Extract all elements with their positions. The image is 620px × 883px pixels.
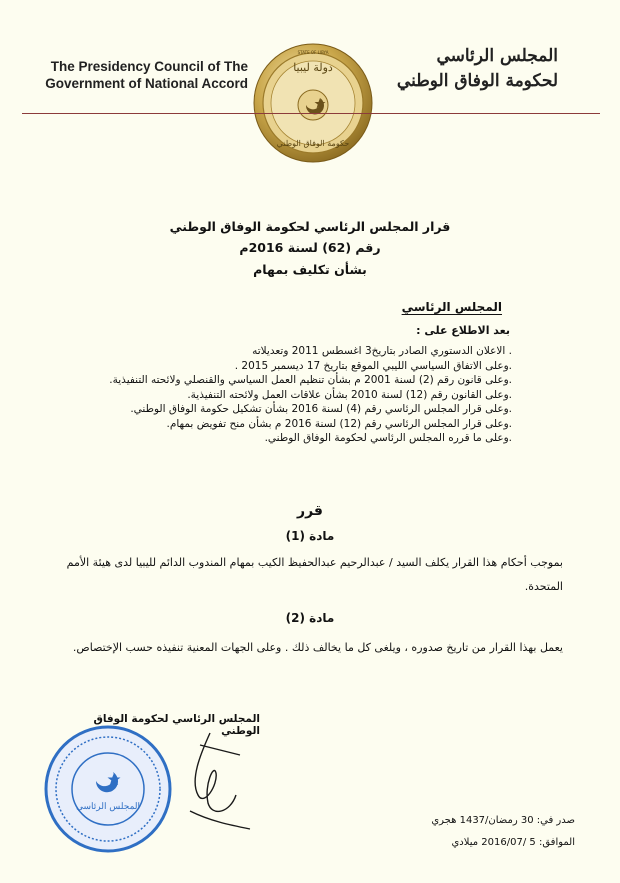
arabic-title-line1: المجلس الرئاسي (436, 46, 558, 66)
english-title-line1: The Presidency Council of The (50, 59, 248, 74)
signatory-title: المجلس الرئاسي لحكومة الوفاق الوطني (93, 713, 260, 737)
list-item: .وعلى القانون رقم (12) لسنة 2010 بشأن علاقات العمل ولائحته التنفيذية. (187, 388, 512, 401)
decision-number: رقم (62) لسنة 2016م (239, 240, 381, 255)
list-item: .وعلى قرار المجلس الرئاسي رقم (12) لسنة 2016 م بشأن منح تفويض بمهام. (166, 417, 512, 430)
list-item: . الاعلان الدستوري الصادر بتاريخ3 اغسطس 2011 وتعديلاته (252, 345, 512, 357)
list-item: .وعلى قرار المجلس الرئاسي رقم (4) لسنة 2016 بشأن تشكيل حكومة الوفاق الوطني. (130, 403, 512, 415)
article1-title: مادة (1) (285, 529, 335, 543)
official-stamp-icon (42, 723, 174, 855)
stamp-text: المجلس الرئاسي (75, 802, 141, 812)
decision-subject: بشأن تكليف بمهام (253, 262, 367, 277)
arabic-title-line2: لحكومة الوفاق الوطني (396, 71, 558, 91)
state-emblem-icon (252, 42, 374, 164)
emblem-text-tiny: STATE OF LIBYA (297, 50, 329, 55)
article2-title: مادة (2) (285, 611, 335, 625)
arabic-title (358, 44, 558, 94)
list-item: .وعلى ما قرره المجلس الرئاسي لحكومة الوفاق الوطني. (264, 432, 512, 444)
decision-title: قرار المجلس الرئاسي لحكومة الوفاق الوطني (169, 219, 451, 234)
list-item: .وعلى قانون رقم (2) لسنة 2001 م بشأن تنظيم العمل السياسي والقنصلي ولائحته التنفيذية. (109, 374, 512, 386)
after-review-label: بعد الاطلاع على : (416, 324, 510, 337)
emblem-text-bottom: حكومة الوفاق الوطني (276, 139, 350, 148)
english-title (28, 58, 248, 92)
preamble-list (92, 344, 512, 446)
header-divider (22, 113, 600, 114)
council-label: المجلس الرئاسي (401, 300, 502, 314)
article2-text: يعمل بهذا القرار من تاريخ صدوره ، ويلغى كل ما يخالف ذلك . وعلى الجهات المعنية تنفيذه حسب الإختصاص. (72, 641, 563, 654)
article1-text: بموجب أحكام هذا القرار يكلف السيد / عبدالرحيم عبدالحفيظ الكيب بمهام المندوب الدائم لليبيا لدى هيئة الأمم المتحدة. (66, 556, 563, 593)
list-item: .وعلى الاتفاق السياسي الليبي الموقع بتاريخ 17 ديسمبر 2015 . (234, 359, 512, 372)
issue-date: صدر في: 30 رمضان/1437 هجري (431, 815, 575, 826)
gregorian-date: الموافق: 5 /2016/07 ميلادي (451, 837, 575, 848)
handwritten-signature (170, 725, 260, 835)
english-title-line2: Government of National Accord (45, 76, 248, 91)
emblem-text-top: دولة ليبيا (293, 61, 333, 74)
resolution-heading: قرر (297, 503, 323, 519)
